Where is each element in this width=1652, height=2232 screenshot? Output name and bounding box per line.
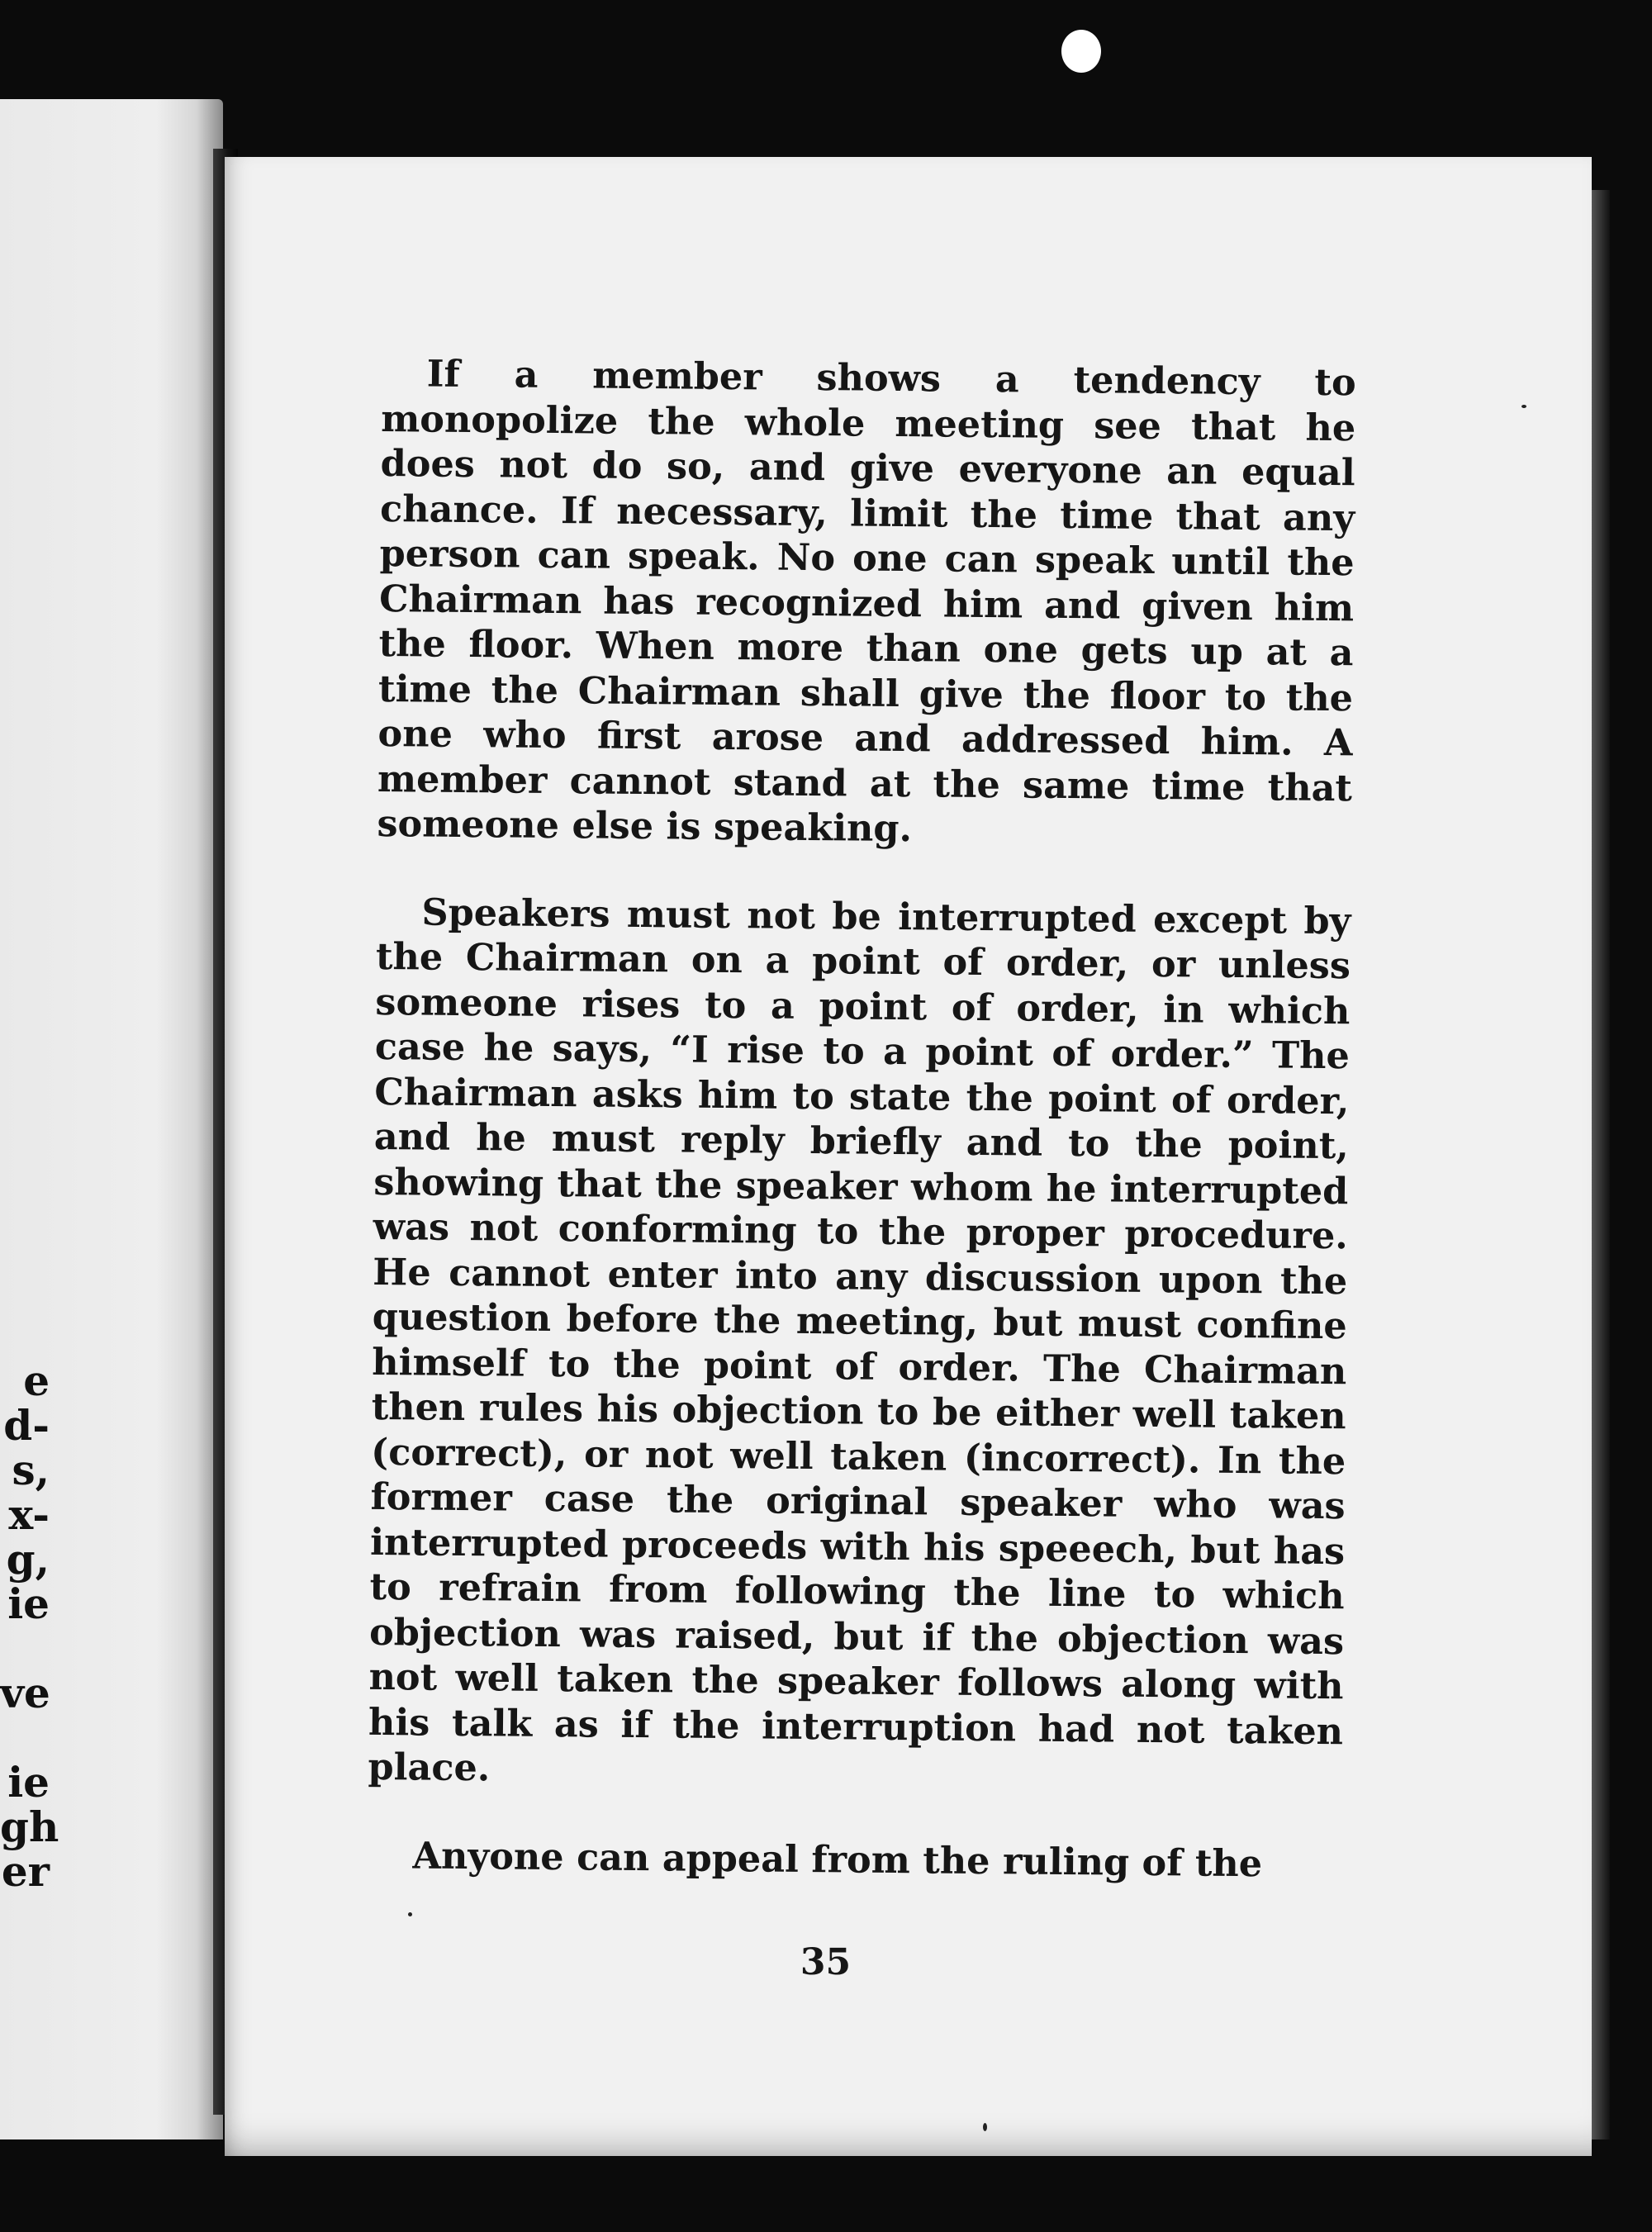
dust-speck <box>1521 405 1526 408</box>
left-fragment-line: ie <box>7 1579 50 1628</box>
paragraph-appeal: Anyone can appeal from the ruling of the <box>412 1833 1263 1885</box>
dust-speck <box>408 1912 412 1916</box>
left-fragment-line: gh <box>0 1802 59 1851</box>
left-fragment-line: x- <box>8 1490 50 1539</box>
left-fragment-line: s, <box>12 1446 50 1494</box>
left-fragment-line: d- <box>3 1401 50 1450</box>
page-edge-shadow <box>1592 190 1610 2139</box>
page-number: 35 <box>800 1941 852 1983</box>
left-fragment-line: er <box>1 1847 50 1896</box>
film-punch-hole <box>1061 30 1101 73</box>
left-fragment-line: e <box>23 1356 50 1405</box>
paragraph-monopolize: If a member shows a tendency to monopolize the whole meeting see that he does not do so, and give everyone an equal chance. If necessary, limit the time that any person can speak. No one can speak until the Chairman has recognized him and given him the floor. When more than one gets up at a time the Chairman shall give the floor to the one who first arose and addressed him. A member cannot stand at the same time that someone else is speaking. <box>377 352 1356 851</box>
left-fragment-line: ve <box>0 1669 50 1717</box>
left-page-text-fragments <box>0 1356 59 1896</box>
page-body-text <box>367 351 1356 1887</box>
paragraph-point-of-order: Speakers must not be interrupted except by the Chairman on a point of order, or unless someone rises to a point of order, in which case he says, “I rise to a point of order.” The Chairman asks him to state the point of order, and he must reply briefly and to the point, showing that the speaker whom he interrupted was not conforming to the proper procedure. He cannot enter into any discussion upon the question before the meeting, but must confine himself to the point of order. The Chairman then rules his objection to be either well taken (correct), or not well taken (incorrect). In the former case the original speaker who was interrupted proceeds with his speeech, but has to refrain from following the line to which objection was raised, but if the objection was not well taken the speaker follows along with his talk as if the interruption had not taken place. <box>368 890 1351 1790</box>
left-fragment-line: g, <box>6 1535 50 1584</box>
left-fragment-line <box>0 1627 50 1671</box>
left-facing-page <box>0 99 223 2139</box>
left-fragment-line <box>0 1716 50 1760</box>
left-fragment-line: ie <box>7 1758 50 1807</box>
book-page-35 <box>225 157 1592 2156</box>
dust-speck <box>983 2123 987 2131</box>
